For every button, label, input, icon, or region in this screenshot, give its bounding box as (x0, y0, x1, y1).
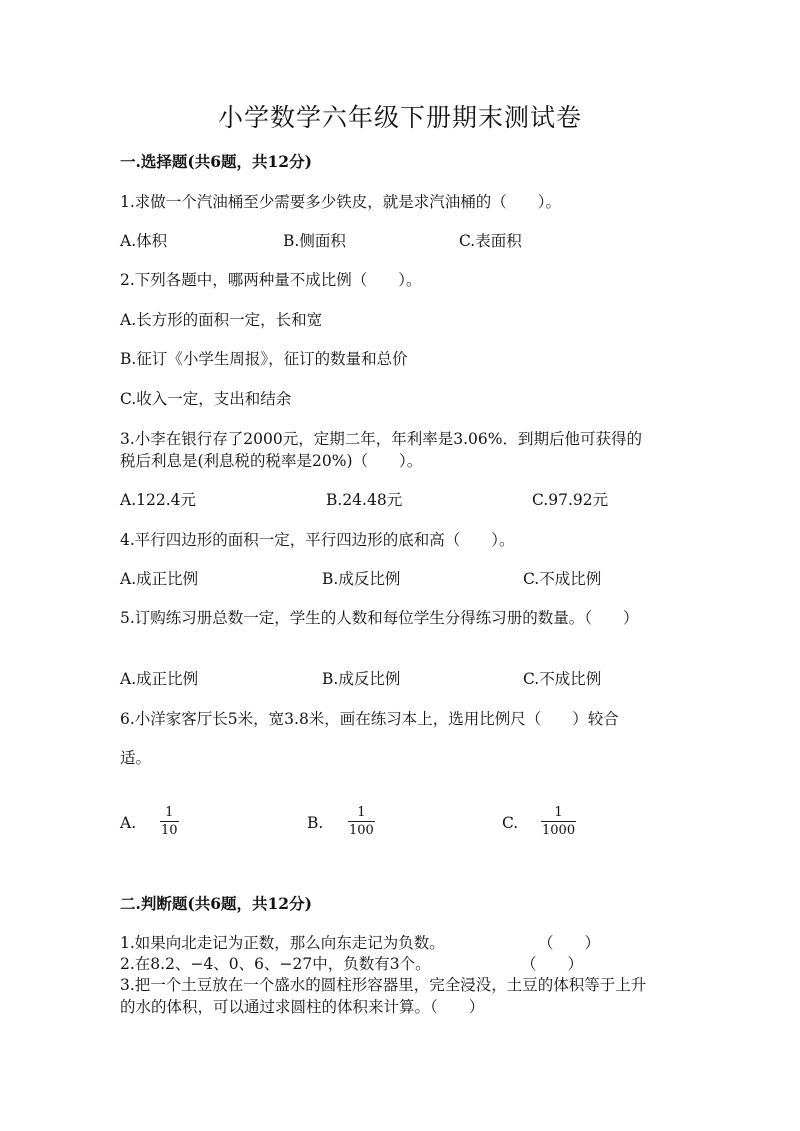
judgment-2-paren: （ ） (521, 955, 584, 973)
q6-option-c-fraction (541, 805, 576, 838)
question-4: 4.平行四边形的面积一定，平行四边形的底和高（ ）。 (120, 531, 515, 549)
question-5: 5.订购练习册总数一定，学生的人数和每位学生分得练习册的数量。（ ） (120, 609, 639, 627)
q1-option-a: A.体积 (120, 232, 168, 250)
question-3-line-2: 税后利息是(利息税的税率是20%)（ ）。 (120, 452, 423, 470)
q5-option-b: B.成反比例 (322, 670, 401, 688)
fraction-bar (160, 821, 179, 822)
question-1: 1.求做一个汽油桶至少需要多少铁皮，就是求汽油桶的（ ）。 (120, 193, 562, 211)
fraction-denominator: 10 (161, 823, 178, 838)
fraction-bar (541, 821, 576, 822)
q4-option-b: B.成反比例 (322, 570, 401, 588)
judgment-3-line-1: 3.把一个土豆放在一个盛水的圆柱形容器里，完全浸没，土豆的体积等于上升 (120, 976, 647, 994)
fraction-numerator: 1 (165, 805, 174, 820)
question-6-line-1: 6.小洋家客厅长5米，宽3.8米，画在练习本上，选用比例尺（ ）较合 (120, 710, 619, 728)
page-title: 小学数学六年级下册期末测试卷 (217, 103, 582, 132)
q6-option-a-fraction (160, 805, 179, 838)
section-heading-judgment: 二.判断题(共6题，共12分) (120, 894, 312, 913)
section-heading-choice: 一.选择题(共6题，共12分) (120, 152, 312, 171)
fraction-denominator: 100 (349, 823, 374, 838)
fraction-denominator: 1000 (542, 823, 576, 838)
q6-option-a-letter: A. (120, 814, 137, 832)
q2-option-a: A.长方形的面积一定，长和宽 (120, 311, 323, 329)
q1-option-c: C.表面积 (459, 232, 522, 250)
fraction-numerator: 1 (357, 805, 366, 820)
judgment-1-paren: （ ） (538, 934, 601, 952)
q2-option-b: B.征订《小学生周报》，征订的数量和总价 (120, 350, 408, 368)
judgment-1-text: 1.如果向北走记为正数，那么向东走记为负数。 (120, 934, 445, 952)
q1-option-b: B.侧面积 (283, 232, 346, 250)
q5-option-c: C.不成比例 (523, 670, 602, 688)
q6-option-b-fraction (348, 805, 375, 838)
fraction-bar (348, 821, 375, 822)
fraction-numerator: 1 (554, 805, 563, 820)
q3-option-b: B.24.48元 (326, 491, 403, 509)
q6-option-c-letter: C. (502, 814, 519, 832)
judgment-3-line-2: 的水的体积，可以通过求圆柱的体积来计算。（ ） (120, 998, 485, 1016)
q5-option-a: A.成正比例 (120, 670, 199, 688)
q3-option-c: C.97.92元 (532, 491, 609, 509)
question-3-line-1: 3.小李在银行存了2000元，定期二年，年利率是3.06%．到期后他可获得的 (120, 430, 642, 448)
judgment-2-text: 2.在8.2、−4、0、6、−27中，负数有3个。 (120, 955, 431, 973)
q6-option-b-letter: B. (307, 814, 324, 832)
q2-option-c: C.收入一定，支出和结余 (120, 390, 292, 408)
q4-option-a: A.成正比例 (120, 570, 199, 588)
question-6-line-2: 适。 (120, 749, 152, 767)
q4-option-c: C.不成比例 (523, 570, 602, 588)
question-2: 2.下列各题中，哪两种量不成比例（ ）。 (120, 271, 422, 289)
q3-option-a: A.122.4元 (120, 491, 196, 509)
